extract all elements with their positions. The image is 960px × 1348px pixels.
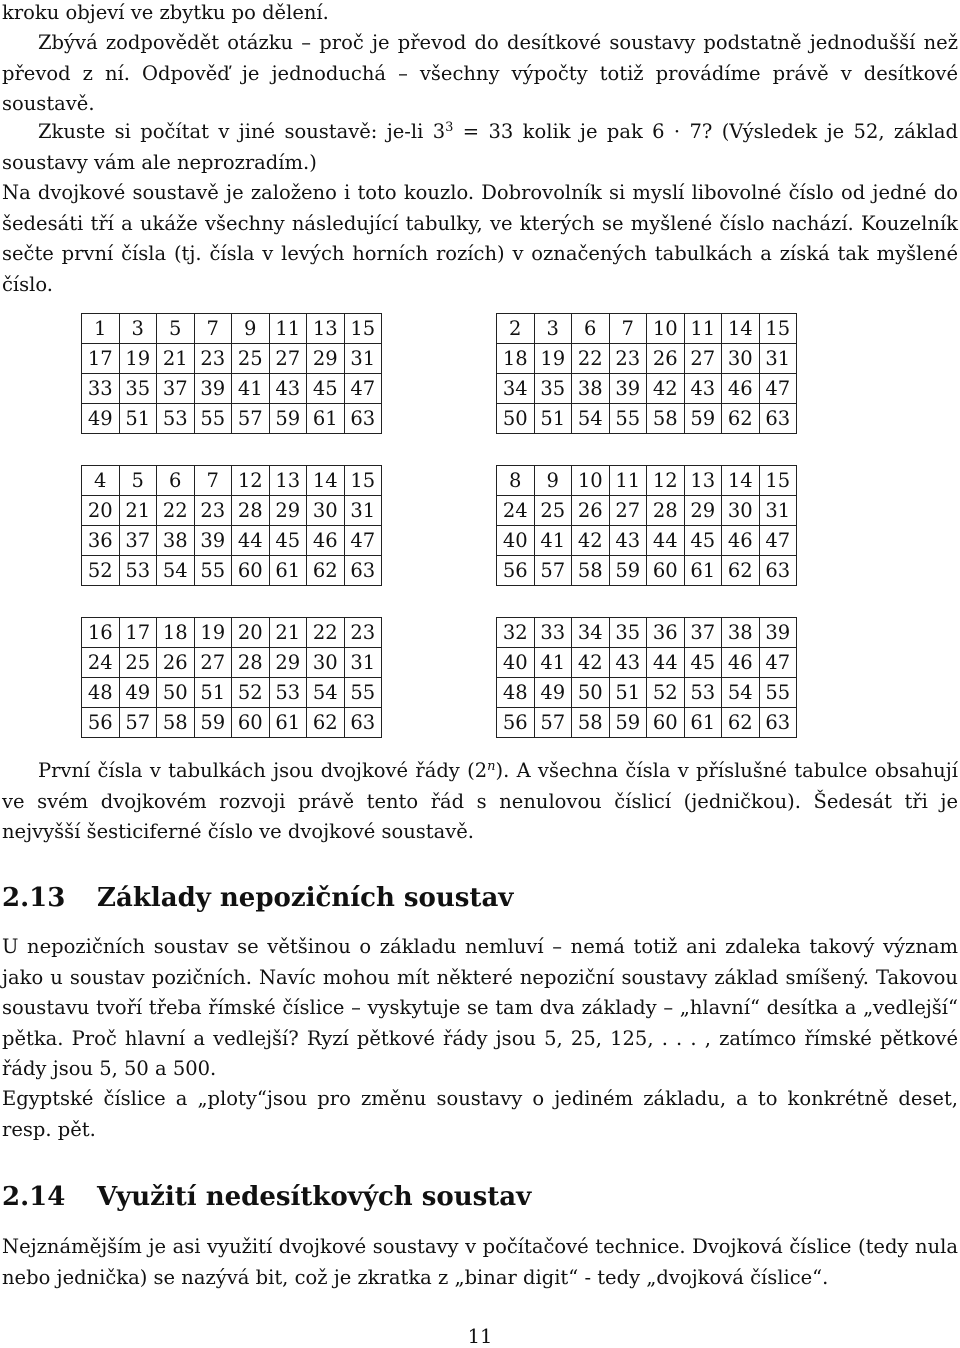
table-cell: 31 <box>759 496 797 526</box>
table-row <box>82 618 382 648</box>
table-cell: 29 <box>684 496 722 526</box>
table-cell: 6 <box>157 466 195 496</box>
table-cell: 39 <box>194 374 232 404</box>
table-cell: 25 <box>232 344 270 374</box>
table-cell: 63 <box>759 404 797 434</box>
table-cell: 31 <box>759 344 797 374</box>
table-cell: 22 <box>572 344 610 374</box>
table-cell: 39 <box>759 618 797 648</box>
table-cell: 29 <box>307 344 345 374</box>
table-cell: 19 <box>534 344 572 374</box>
table-cell: 48 <box>82 678 120 708</box>
table-cell: 63 <box>759 556 797 586</box>
table-cell: 43 <box>609 648 647 678</box>
table-cell: 61 <box>684 556 722 586</box>
table-cell: 61 <box>684 708 722 738</box>
table-cell: 24 <box>497 496 535 526</box>
table-row <box>497 618 797 648</box>
table-cell: 18 <box>157 618 195 648</box>
paragraph-nonpositional: U nepozičních soustav se většinou o základu nemluví – nemá totiž ani zdaleka takový význam jako u soustav pozičních. Navíc mohou mít některé nepoziční soustavy základ smíšený. Takovou soustavu tvoří třeba římské číslice – vyskytuje se tam dva základy – „hlavní“ desítka a „vedlejší“ pětka. Proč hlavní a vedlejší? Ryzí pětkové řády jsou 5, 25, 125, . . . , zatímco římské pětkové řády jsou 5, 50 a 500. <box>2 935 958 1080</box>
table-cell: 22 <box>307 618 345 648</box>
table-cell: 30 <box>722 496 760 526</box>
table-cell: 59 <box>269 404 307 434</box>
table-cell: 58 <box>157 708 195 738</box>
table-cell: 9 <box>232 314 270 344</box>
table-cell: 56 <box>497 556 535 586</box>
table-cell: 47 <box>759 526 797 556</box>
table-cell: 58 <box>572 556 610 586</box>
table-cell: 43 <box>269 374 307 404</box>
table-cell: 23 <box>194 496 232 526</box>
table-cell: 43 <box>684 374 722 404</box>
table-row <box>82 314 382 344</box>
table-row <box>497 466 797 496</box>
table-row <box>82 526 382 556</box>
table-cell: 34 <box>572 618 610 648</box>
table-cell: 2 <box>497 314 535 344</box>
table-cell: 62 <box>722 556 760 586</box>
table-cell: 58 <box>647 404 685 434</box>
table-cell: 15 <box>759 466 797 496</box>
table-cell: 63 <box>344 404 382 434</box>
table-cell: 46 <box>722 526 760 556</box>
table-cell: 55 <box>194 404 232 434</box>
table-row <box>82 708 382 738</box>
table-cell: 30 <box>307 648 345 678</box>
table-cell: 31 <box>344 344 382 374</box>
table-cell: 51 <box>534 404 572 434</box>
table-cell: 43 <box>609 526 647 556</box>
table-cell: 11 <box>684 314 722 344</box>
table-cell: 54 <box>307 678 345 708</box>
section-title: Základy nepozičních soustav <box>97 883 514 913</box>
table-cell: 7 <box>609 314 647 344</box>
table-cell: 17 <box>119 618 157 648</box>
paragraph-try-other-base <box>2 117 958 178</box>
table-cell: 31 <box>344 648 382 678</box>
table-cell: 10 <box>572 466 610 496</box>
table-cell: 32 <box>497 618 535 648</box>
table-cell: 35 <box>534 374 572 404</box>
table-cell: 14 <box>307 466 345 496</box>
table-cell: 57 <box>534 556 572 586</box>
section-heading-2-13 <box>2 880 513 916</box>
table-cell: 33 <box>534 618 572 648</box>
table-cell: 33 <box>82 374 120 404</box>
table-cell: 63 <box>344 708 382 738</box>
table-cell: 30 <box>307 496 345 526</box>
table-cell: 63 <box>344 556 382 586</box>
table-row <box>82 496 382 526</box>
table-cell: 57 <box>119 708 157 738</box>
table-cell: 53 <box>269 678 307 708</box>
table-row <box>82 648 382 678</box>
table-cell: 45 <box>269 526 307 556</box>
table-cell: 28 <box>232 648 270 678</box>
table-cell: 39 <box>194 526 232 556</box>
magic-table-2 <box>496 313 797 434</box>
page-number: 11 <box>467 1325 493 1348</box>
table-cell: 11 <box>269 314 307 344</box>
table-cell: 54 <box>157 556 195 586</box>
table-cell: 28 <box>647 496 685 526</box>
table-row <box>82 466 382 496</box>
table-cell: 38 <box>722 618 760 648</box>
table-cell: 20 <box>232 618 270 648</box>
table-cell: 47 <box>759 648 797 678</box>
table-cell: 62 <box>722 708 760 738</box>
table-cell: 45 <box>307 374 345 404</box>
table-cell: 34 <box>497 374 535 404</box>
table-cell: 36 <box>647 618 685 648</box>
table-cell: 24 <box>82 648 120 678</box>
table-cell: 47 <box>344 374 382 404</box>
table-cell: 14 <box>722 466 760 496</box>
table-cell: 57 <box>534 708 572 738</box>
table-cell: 22 <box>157 496 195 526</box>
table-cell: 55 <box>609 404 647 434</box>
table-cell: 59 <box>609 708 647 738</box>
table-row <box>497 648 797 678</box>
paragraph-why-conversion: Zbývá zodpovědět otázku – proč je převod do desítkové soustavy podstatně jednodušší než převod z ní. Odpověď je jednoduchá – všechny výpočty totiž provádíme právě v desítkové soustavě. <box>2 31 958 115</box>
table-cell: 61 <box>269 708 307 738</box>
table-cell: 60 <box>232 708 270 738</box>
table-row <box>497 556 797 586</box>
table-cell: 46 <box>307 526 345 556</box>
table-cell: 60 <box>647 708 685 738</box>
table-row <box>82 374 382 404</box>
table-cell: 1 <box>82 314 120 344</box>
table-cell: 61 <box>307 404 345 434</box>
table-cell: 42 <box>572 648 610 678</box>
table-cell: 12 <box>232 466 270 496</box>
table-cell: 55 <box>194 556 232 586</box>
table-cell: 14 <box>722 314 760 344</box>
table-cell: 53 <box>684 678 722 708</box>
table-cell: 25 <box>534 496 572 526</box>
table-cell: 50 <box>157 678 195 708</box>
table-cell: 3 <box>534 314 572 344</box>
magic-table-16 <box>81 617 382 738</box>
table-cell: 51 <box>609 678 647 708</box>
table-row <box>82 678 382 708</box>
table-cell: 16 <box>82 618 120 648</box>
table-cell: 13 <box>307 314 345 344</box>
section-number: 2.14 <box>2 1182 66 1212</box>
table-cell: 29 <box>269 496 307 526</box>
table-row <box>497 496 797 526</box>
table-cell: 37 <box>157 374 195 404</box>
table-cell: 56 <box>497 708 535 738</box>
magic-table-8 <box>496 465 797 586</box>
table-cell: 29 <box>269 648 307 678</box>
table-cell: 46 <box>722 648 760 678</box>
table-cell: 59 <box>194 708 232 738</box>
table-cell: 49 <box>534 678 572 708</box>
table-cell: 51 <box>119 404 157 434</box>
try-exponent: 3 <box>445 119 454 135</box>
table-cell: 53 <box>119 556 157 586</box>
paragraph-usage: Nejznámějším je asi využití dvojkové soustavy v počítačové technice. Dvojková číslice (tedy nula nebo jednička) se nazývá bit, což je zkratka z „binar digit“ - tedy „dvojková číslice“. <box>2 1235 958 1289</box>
table-cell: 44 <box>232 526 270 556</box>
table-cell: 37 <box>119 526 157 556</box>
table-cell: 56 <box>82 708 120 738</box>
table-cell: 10 <box>647 314 685 344</box>
table-cell: 23 <box>609 344 647 374</box>
table-cell: 41 <box>534 648 572 678</box>
table-cell: 58 <box>572 708 610 738</box>
table-cell: 15 <box>759 314 797 344</box>
table-cell: 28 <box>232 496 270 526</box>
table-row <box>497 526 797 556</box>
table-cell: 61 <box>269 556 307 586</box>
table-cell: 41 <box>534 526 572 556</box>
table-cell: 4 <box>82 466 120 496</box>
section-number: 2.13 <box>2 883 66 913</box>
table-cell: 47 <box>759 374 797 404</box>
intro-line: kroku objeví ve zbytku po dělení. <box>2 1 329 24</box>
table-cell: 27 <box>269 344 307 374</box>
table-row <box>497 314 797 344</box>
table-cell: 41 <box>232 374 270 404</box>
table-cell: 45 <box>684 648 722 678</box>
table-cell: 46 <box>722 374 760 404</box>
magic-table-32 <box>496 617 797 738</box>
table-cell: 50 <box>572 678 610 708</box>
table-cell: 35 <box>119 374 157 404</box>
table-cell: 44 <box>647 648 685 678</box>
table-cell: 15 <box>344 314 382 344</box>
table-cell: 38 <box>157 526 195 556</box>
table-cell: 37 <box>684 618 722 648</box>
table-cell: 26 <box>647 344 685 374</box>
paragraph-egyptian: Egyptské číslice a „ploty“jsou pro změnu soustavy o jediném základu, a to konkrétně deset, resp. pět. <box>2 1087 958 1141</box>
table-cell: 11 <box>609 466 647 496</box>
table-cell: 55 <box>344 678 382 708</box>
table-cell: 7 <box>194 466 232 496</box>
table-row <box>497 344 797 374</box>
table-cell: 6 <box>572 314 610 344</box>
table-cell: 39 <box>609 374 647 404</box>
table-cell: 27 <box>194 648 232 678</box>
table-cell: 42 <box>572 526 610 556</box>
table-cell: 30 <box>722 344 760 374</box>
table-cell: 42 <box>647 374 685 404</box>
table-cell: 62 <box>307 556 345 586</box>
table-row <box>497 708 797 738</box>
table-cell: 47 <box>344 526 382 556</box>
table-row <box>497 374 797 404</box>
table-cell: 62 <box>722 404 760 434</box>
table-cell: 5 <box>119 466 157 496</box>
table-cell: 18 <box>497 344 535 374</box>
table-cell: 13 <box>684 466 722 496</box>
table-cell: 23 <box>344 618 382 648</box>
table-cell: 13 <box>269 466 307 496</box>
table-cell: 52 <box>232 678 270 708</box>
table-cell: 62 <box>307 708 345 738</box>
table-cell: 55 <box>759 678 797 708</box>
table-cell: 38 <box>572 374 610 404</box>
table-cell: 49 <box>82 404 120 434</box>
table-cell: 26 <box>572 496 610 526</box>
table-cell: 48 <box>497 678 535 708</box>
table-row <box>82 344 382 374</box>
table-cell: 21 <box>157 344 195 374</box>
table-cell: 49 <box>119 678 157 708</box>
table-cell: 8 <box>497 466 535 496</box>
table-cell: 52 <box>647 678 685 708</box>
table-cell: 36 <box>82 526 120 556</box>
table-cell: 15 <box>344 466 382 496</box>
table-cell: 31 <box>344 496 382 526</box>
table-cell: 19 <box>119 344 157 374</box>
try-text-b: = 33 kolik je pak 6 · 7? (Výsledek je 52, základ soustavy vám ale neprozradím.) <box>2 120 958 174</box>
table-cell: 50 <box>497 404 535 434</box>
table-cell: 19 <box>194 618 232 648</box>
table-cell: 40 <box>497 648 535 678</box>
table-cell: 23 <box>194 344 232 374</box>
table-cell: 51 <box>194 678 232 708</box>
table-row <box>82 556 382 586</box>
table-cell: 21 <box>269 618 307 648</box>
table-cell: 27 <box>684 344 722 374</box>
section-title: Využití nedesítkových soustav <box>97 1182 532 1212</box>
try-text-a: Zkuste si počítat v jiné soustavě: je-li 3 <box>38 120 446 143</box>
table-cell: 53 <box>157 404 195 434</box>
table-cell: 12 <box>647 466 685 496</box>
table-cell: 57 <box>232 404 270 434</box>
section-heading-2-14 <box>2 1179 531 1215</box>
table-cell: 25 <box>119 648 157 678</box>
table-cell: 27 <box>609 496 647 526</box>
table-cell: 59 <box>609 556 647 586</box>
table-cell: 60 <box>647 556 685 586</box>
table-cell: 20 <box>82 496 120 526</box>
magic-table-1 <box>81 313 382 434</box>
table-cell: 26 <box>157 648 195 678</box>
table-cell: 3 <box>119 314 157 344</box>
table-row <box>497 404 797 434</box>
paragraph-after-tables <box>2 756 958 848</box>
table-cell: 17 <box>82 344 120 374</box>
table-cell: 40 <box>497 526 535 556</box>
after-text-b: ). A všechna čísla v příslušné tabulce obsahují ve svém dvojkovém rozvoji právě tento řád s nenulovou číslicí (jedničkou). Šedesát tři je nejvyšší šesticiferné číslo ve dvojkové soustavě. <box>2 759 958 843</box>
paragraph-magic-trick: Na dvojkové soustavě je založeno i toto kouzlo. Dobrovolník si myslí libovolné číslo od jedné do šedesáti tří a ukáže všechny následující tabulky, ve kterých se myšlené číslo nachází. Kouzelník sečte první čísla (tj. čísla v levých horních rozích) v označených tabulkách a získá tak myšlené číslo. <box>2 181 958 296</box>
table-cell: 35 <box>609 618 647 648</box>
table-cell: 44 <box>647 526 685 556</box>
table-cell: 59 <box>684 404 722 434</box>
table-cell: 54 <box>722 678 760 708</box>
table-cell: 54 <box>572 404 610 434</box>
table-cell: 52 <box>82 556 120 586</box>
after-exponent: n <box>487 758 496 774</box>
table-row <box>497 678 797 708</box>
table-row <box>82 404 382 434</box>
table-cell: 45 <box>684 526 722 556</box>
after-text-a: První čísla v tabulkách jsou dvojkové řády (2 <box>38 759 488 782</box>
table-cell: 9 <box>534 466 572 496</box>
table-cell: 60 <box>232 556 270 586</box>
table-cell: 5 <box>157 314 195 344</box>
magic-table-4 <box>81 465 382 586</box>
table-cell: 21 <box>119 496 157 526</box>
table-cell: 63 <box>759 708 797 738</box>
table-cell: 7 <box>194 314 232 344</box>
